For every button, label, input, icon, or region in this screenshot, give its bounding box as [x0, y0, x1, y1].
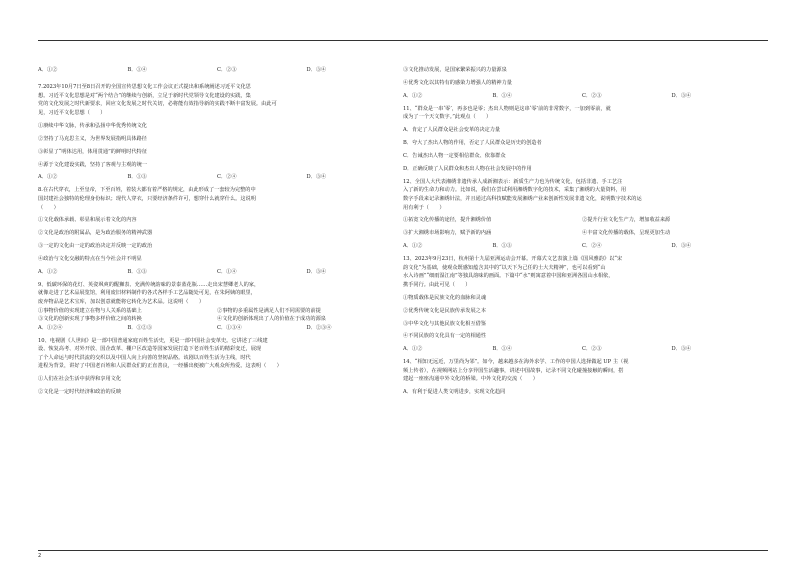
footer-rule	[38, 550, 768, 551]
question-stem: 7.2023年10月7日至8日召开的全国宣传思想文化工作会议正式提出和系统阐述习近平文化思	[38, 84, 251, 91]
option-d: D．③④	[306, 67, 327, 73]
option-b: B．夸大了杰出人物的作用，否定了人民群众是历史的创造者	[403, 140, 542, 147]
question-stem: （ ）	[38, 204, 59, 211]
question-9	[38, 281, 396, 333]
statement-item: ④丰富文化传播的载体，呈现更加生动	[582, 230, 671, 237]
question-stem: 11、“群众是一串‘零’，再多也是零；杰出人物则是这串‘零’前的非常数字，一加到零前，就	[403, 105, 611, 112]
question-stem: 10、电视剧《人世间》是一部中国普通家庭百姓生活史，更是一部中国社会变革史。它讲述了三线建	[38, 337, 268, 344]
option-c: C．告诫杰出人物一定要相信群众、依靠群众	[403, 152, 506, 159]
question-stem: 数字手段来记录湘绣针法，并且通过高科技赋能发展湘绣产业来创新性发展非遗文化，说明数字技术的运	[403, 195, 642, 202]
option-a: A．有利于促进人类文明进步，实现文化趋同	[403, 389, 506, 396]
option-c: C．②④	[217, 174, 237, 181]
question-stem: 党的文化发展之时代新要求，回应文化发展之时代关切，必将能有效指导新的实践不断丰富发展。由此可	[38, 101, 277, 108]
option-d: D．③④	[671, 346, 692, 353]
statement-item: ②事物的多重属性是满足人们不同需要的前提	[217, 307, 321, 314]
question-6-options	[38, 66, 396, 75]
question-stem: 入了新的生命力和动力。比如说，我们在尝试利用湘绣数字化的技术，采集了湘绣的大量资料，用	[403, 187, 627, 194]
option-a: A．①②	[403, 346, 423, 353]
statement-item: ②文化是政治的附属品，是为政治服务的精神武器	[38, 230, 153, 237]
page-number: 2	[38, 553, 42, 559]
statement-item: ①拓宽文化传播的途径，提升湘绣价值	[403, 217, 492, 224]
question-11	[403, 105, 761, 174]
question-stem: 成为了一个天文数字。”此观点（ ）	[403, 114, 492, 121]
option-b: B．①③	[492, 243, 512, 250]
option-b: B．①④	[127, 67, 147, 73]
statement-item: ④政治与文化交融的特点在当今社会并不明显	[38, 256, 142, 263]
statement-item: ④源于文化建设实践，坚持了客观与主观的统一	[38, 161, 147, 168]
statement-item: ②提升行业文化生产力，增加收益来源	[582, 217, 671, 224]
question-stem: 13、2023年9月23日，杭州第十九届亚洲运动会开幕。开幕式文艺表演上篇《国风雅韵》以“宋	[403, 256, 623, 263]
question-stem: 频上传者），在视频网站上分享异国生活趣事，讲述中国故事，记录不同文化碰撞接触的瞬间，搭	[403, 367, 624, 374]
question-stem: 进程为背景，讲好了中国老百姓和人民群众们的正直善良，一经播出便被广大观众所热爱。这表明（ ）	[38, 363, 282, 370]
question-stem: 想。习近平文化思想是对“两个结合”的继续与创新，立足于新时代党领导文化建设的实践，集	[38, 92, 251, 99]
question-stem: 废弃物品是艺术宝库，加以创意就能将它转化为艺术品。这说明（ ）	[38, 299, 205, 306]
question-stem: 就像走进了艺术品展览馆，利用废旧材料制作的各式各样手工艺品随处可见，在朱阿姨的眼里，	[38, 290, 256, 297]
option-d: D．③④	[671, 92, 692, 99]
option-c: C．②④	[582, 243, 602, 250]
statement-item: ③扩大湘绣市场影响力，赋予新的内涵	[403, 230, 492, 237]
option-c: C．②③	[582, 346, 602, 353]
question-stem: 设、恢复高考、对外开放、国企改革、棚户区改造等国家发展打造下老百姓生活的精彩变迁，展现	[38, 346, 262, 353]
option-b: B．①③	[127, 268, 147, 275]
question-stem: 见，习近平文化思想（ ）	[38, 109, 106, 116]
question-stem: 用有利于（ ）	[403, 204, 445, 211]
statement-item: ④优秀文化以其特有的感染力增强人的精神力量	[403, 79, 512, 86]
option-b: B．①④	[492, 92, 512, 99]
option-b: B．①③	[127, 174, 147, 181]
option-a: A．肯定了人民群众是社会变革的决定力量	[403, 127, 501, 134]
statement-item: ①文化载体承载、彰显和展示着文化的内容	[38, 217, 137, 224]
option-a: A．①②④	[38, 324, 63, 331]
question-stem: 携手同行。由此可见（ ）	[403, 281, 471, 288]
option-c: C．①③④	[217, 324, 242, 331]
question-stem: 了个人命运与时代洪流的交织以及中国人向上向善的坚韧品格。该剧以百姓生活为主线，时代	[38, 354, 251, 361]
question-stem: 12、全国人大代表湘绣非遗传承人成新湘表示：新质生产力也为传统文化，包括非遗、手工艺注	[403, 178, 623, 185]
statement-item: ④文化的创新体现出了人的价值在于成功的源泉	[217, 316, 326, 323]
statement-item: ①事物价值的实现建立在物与人关系的基础上	[38, 307, 142, 314]
right-column	[403, 66, 761, 397]
left-column	[38, 66, 396, 397]
question-stem: 水入诗画”“细雨湿江南”等独具韵味的画面。下篇中“水”则寓意着中国和亚洲各国山水相依，	[403, 273, 614, 280]
option-a: A．①②	[403, 243, 423, 250]
question-stem: 国封建社会独特的伦理身份标识；现代人穿衣，只要经济条件许可，想穿什么就穿什么。这说明	[38, 195, 256, 202]
statement-item: ①物质载体是民族文化的血脉和灵魂	[403, 294, 487, 301]
option-c: C．②③	[582, 92, 602, 99]
option-b: B．①②③	[127, 324, 153, 331]
question-8	[38, 186, 396, 276]
option-a: A．①②	[38, 67, 58, 73]
statement-item: ②优秀传统文化是民族传承发展之本	[403, 307, 487, 314]
statement-item: ③彰显了“明体达用，体用贯通”的鲜明时代特征	[38, 148, 148, 155]
question-7	[38, 83, 396, 182]
statement-item: ④不同民族的文化具有一定的相通性	[403, 333, 487, 340]
option-d: D．正确反映了人民群众和杰出人物在社会发展中的作用	[403, 165, 532, 172]
question-stem: 14、“相知无远近，万里尚为邻”。如今，越来越多在海外求学、工作的中国人选择做起 UP 主（视	[403, 359, 629, 366]
question-14	[403, 358, 761, 397]
question-stem: 9、低碳环保的花灯、英姿飒爽的醒狮表、充满传统韵味的景泰蓝花瓶……走出宋慧卿老人的家，	[38, 281, 260, 288]
question-10	[38, 337, 396, 397]
option-d: D．③④	[306, 268, 327, 275]
option-d: D．③④	[306, 174, 327, 181]
option-d: D．②③④	[306, 324, 332, 331]
option-a: A．①②	[38, 174, 58, 181]
statement-item: ③中华文化与其他民族文化相互借鉴	[403, 320, 487, 327]
statement-item: ③文化推动发展，是国家繁荣振兴的力量源泉	[403, 67, 507, 73]
option-c: C．②③	[217, 67, 237, 73]
question-stem: 韵文化”为基础，使观众既感知蕴含其中的“以天下为己任的士大夫精神”，也可以看到“山	[403, 264, 606, 271]
statement-item: ①人们在社会生活中获得和享用文化	[38, 376, 122, 383]
statement-item: ③一定的文化由一定的政治决定并反映一定的政治	[38, 243, 153, 250]
statement-item: ①赓续中华文脉，传承和弘扬中华优秀传统文化	[38, 122, 147, 129]
question-10-continued	[403, 66, 761, 100]
header-rule	[38, 40, 768, 41]
question-13	[403, 255, 761, 354]
statement-item: ②文化是一定时代经济和政治的反映	[38, 389, 122, 396]
option-c: C．①④	[217, 268, 237, 275]
option-a: A．①②	[38, 268, 58, 275]
option-a: A．①②	[403, 92, 423, 99]
question-stem: 8.在古代穿衣，上至皇帝，下至百姓，着装大都有着严格的规定，由此形成了一套较为完整的中	[38, 187, 256, 194]
statement-item: ③文化的创新实现了事物多样价值之间的转换	[38, 316, 142, 323]
option-d: D．③④	[671, 243, 692, 250]
option-b: B．①④	[492, 346, 512, 353]
question-stem: 建起一座座沟通中外文化的桥梁。中外文化的交流（ ）	[403, 376, 538, 383]
statement-item: ②坚持了马克思主义，为世界发展指明具体路径	[38, 135, 147, 142]
question-12	[403, 178, 761, 251]
